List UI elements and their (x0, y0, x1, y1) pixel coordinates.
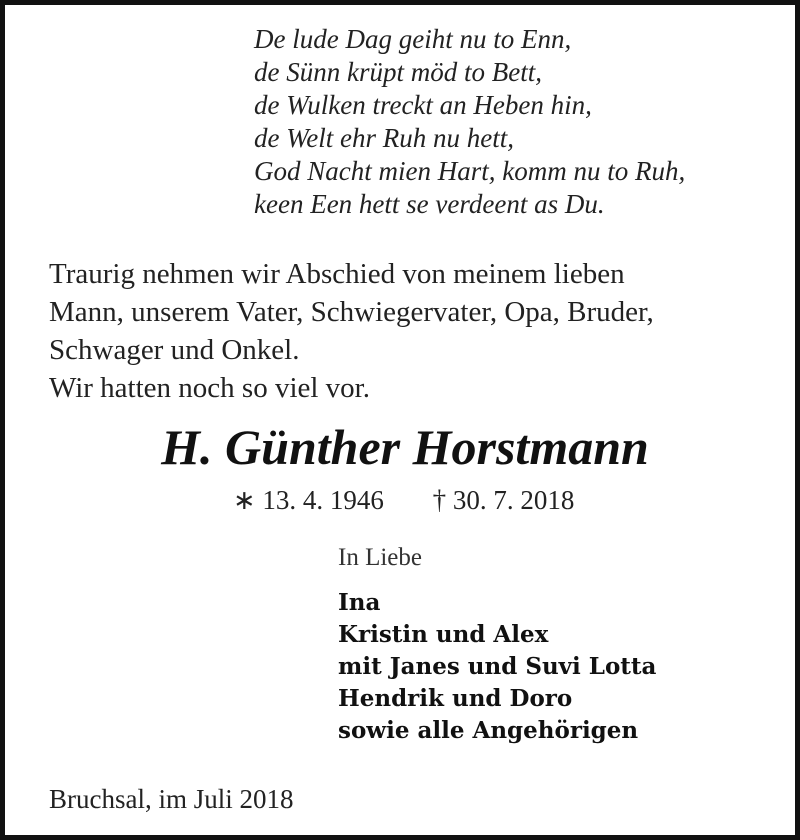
intro-line: Traurig nehmen wir Abschied von meinem lieben (49, 258, 625, 290)
intro-line: Schwager und Onkel. (49, 334, 300, 366)
life-dates (233, 483, 574, 517)
poem-line: God Nacht mien Hart, komm nu to Ruh, (254, 156, 686, 186)
signer: Kristin und Alex (338, 621, 549, 648)
closing-greeting: In Liebe (338, 544, 422, 571)
death-date: † 30. 7. 2018 (432, 485, 575, 515)
poem (254, 23, 685, 221)
poem-line: de Wulken treckt an Heben hin, (254, 90, 592, 120)
deceased-name: H. Günther Horstmann (161, 419, 649, 475)
intro-line: Wir hatten noch so viel vor. (49, 372, 370, 404)
signer: Hendrik und Doro (338, 685, 573, 712)
intro-line: Mann, unserem Vater, Schwiegervater, Opa, Bruder, (49, 296, 654, 328)
intro-text (49, 255, 654, 407)
signer: mit Janes und Suvi Lotta (338, 653, 657, 680)
place-and-date: Bruchsal, im Juli 2018 (49, 784, 294, 814)
signers-list (338, 587, 656, 747)
birth-date: ∗ 13. 4. 1946 (233, 485, 384, 515)
poem-line: De lude Dag geiht nu to Enn, (254, 24, 572, 54)
poem-line: de Sünn krüpt möd to Bett, (254, 57, 542, 87)
poem-line: de Welt ehr Ruh nu hett, (254, 123, 514, 153)
signer: Ina (338, 589, 381, 616)
poem-line: keen Een hett se verdeent as Du. (254, 189, 605, 219)
signer: sowie alle Angehörigen (338, 717, 639, 744)
